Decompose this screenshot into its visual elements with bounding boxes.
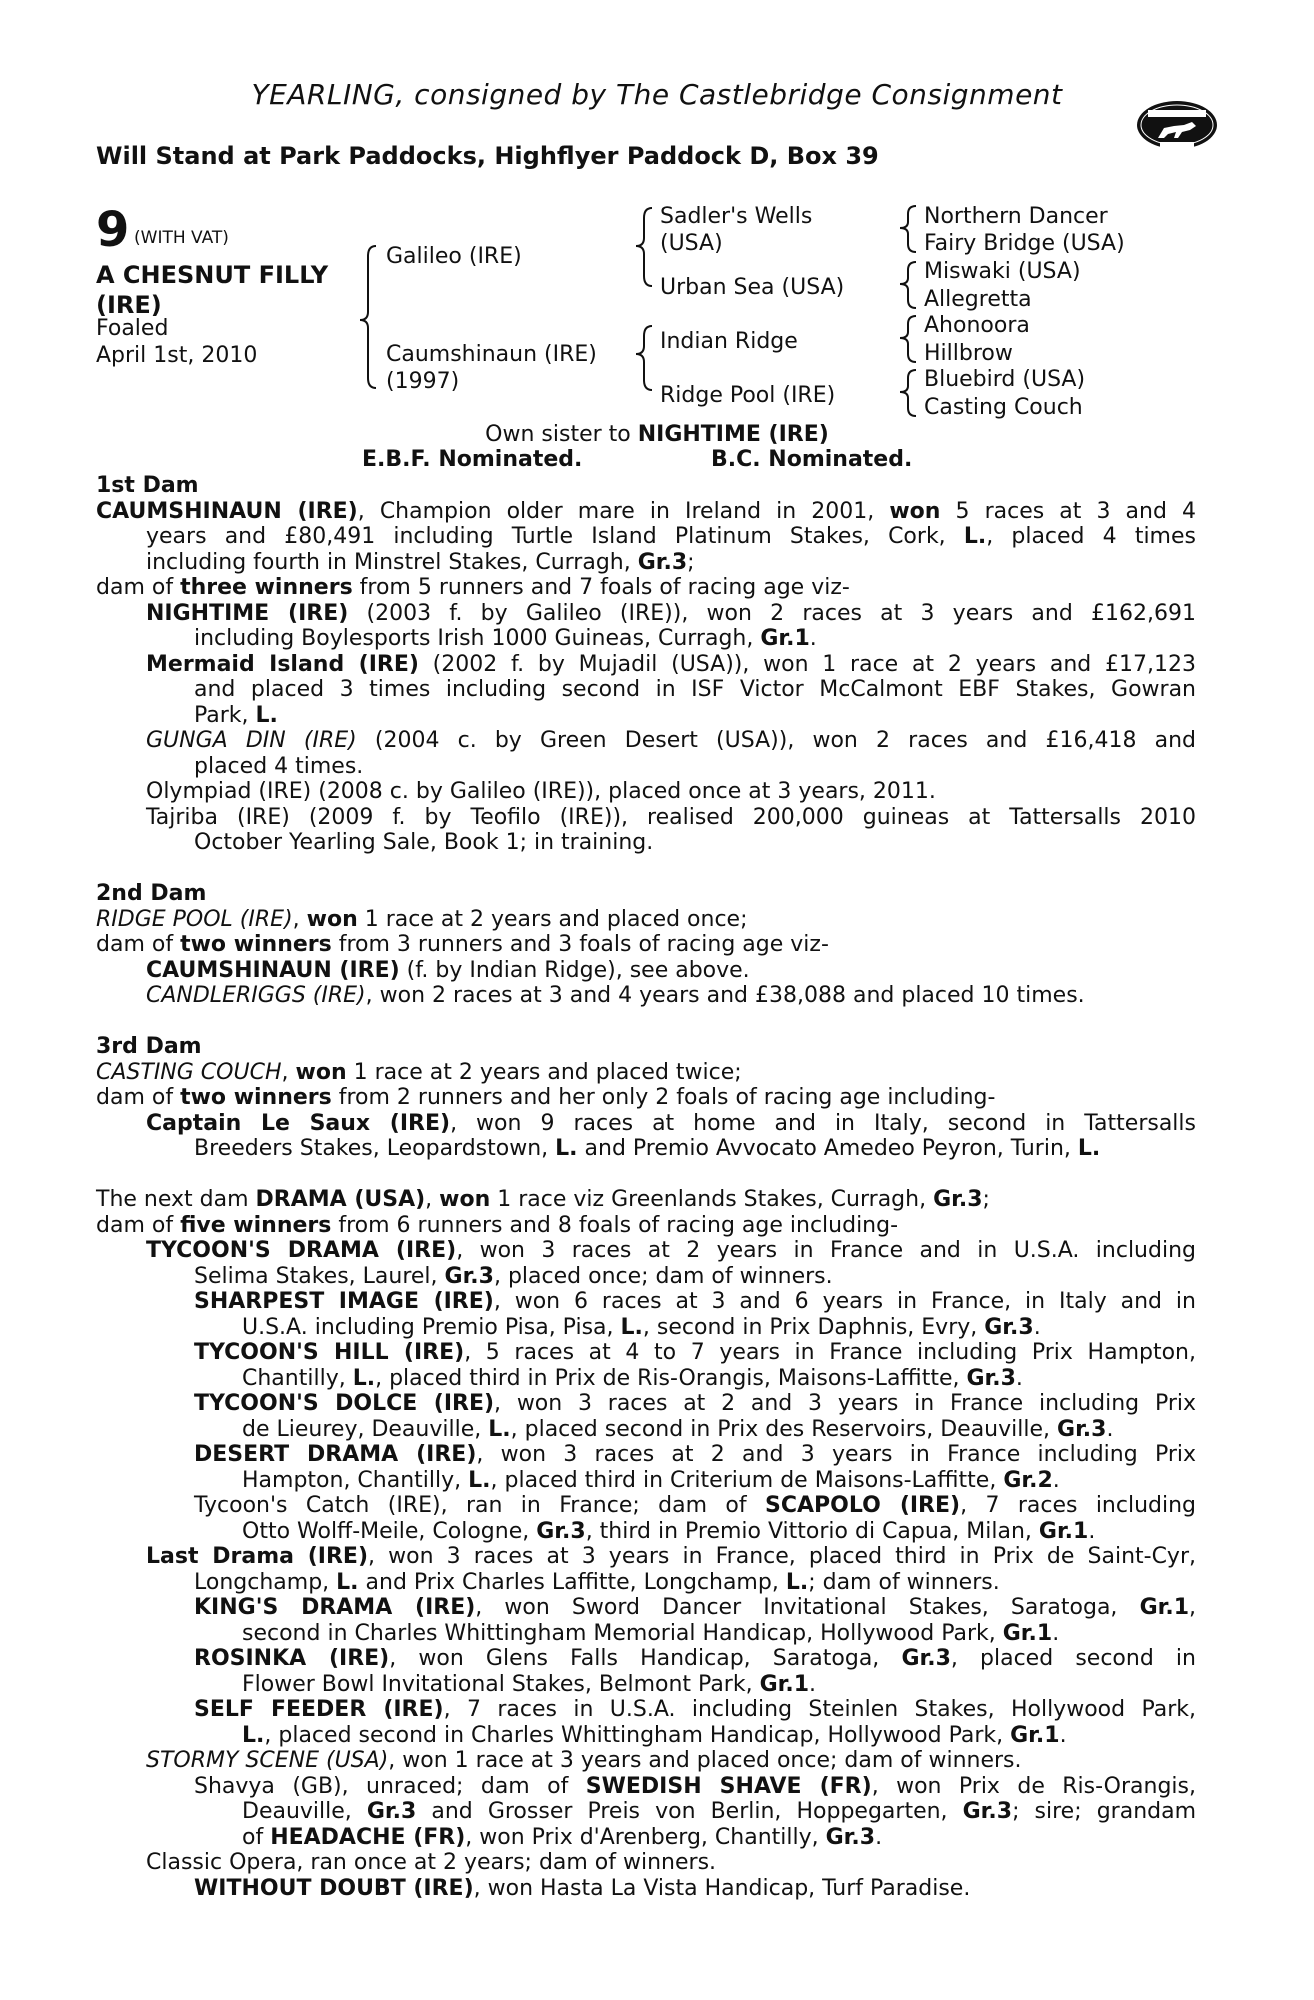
dam-entry: CASTING COUCH, won 1 race at 2 years and placed twice;	[96, 1059, 742, 1085]
produce-entry: STORMY SCENE (USA), won 1 race at 3 years and placed once; dam of winners.	[146, 1748, 1022, 1773]
ped-dds: Bluebird (USA)	[924, 367, 1086, 392]
section-heading: 2nd Dam	[96, 881, 207, 906]
dams-sire: Indian Ridge	[660, 329, 798, 354]
produce-entry: NIGHTIME (IRE) (2003 f. by Galileo (IRE)), won 2 races at 3 years and £162,691	[146, 600, 1197, 626]
ped-sss: Northern Dancer	[924, 204, 1108, 229]
lot-title-line2: (IRE)	[96, 291, 162, 319]
produce-entry: Tycoon's Catch (IRE), ran in France; dam of SCAPOLO (IRE), 7 races including	[194, 1493, 1197, 1518]
sires-sire-line2: (USA)	[660, 231, 723, 256]
dam-name	[386, 341, 597, 395]
lot-number: 9	[96, 202, 130, 258]
produce-entry-cont: Park, L.	[194, 702, 278, 728]
own-sister-name: NIGHTIME (IRE)	[637, 422, 829, 447]
sires-sire-line1: Sadler's Wells	[660, 204, 813, 229]
dams-dam: Ridge Pool (IRE)	[660, 383, 836, 408]
produce-entry-cont: Chantilly, L., placed third in Prix de Ris-Orangis, Maisons-Laffitte, Gr.3.	[242, 1365, 1023, 1391]
produce-entry-cont: of HEADACHE (FR), won Prix d'Arenberg, Chantilly, Gr.3.	[242, 1824, 883, 1850]
produce-entry: Olympiad (IRE) (2008 c. by Galileo (IRE)), placed once at 3 years, 2011.	[146, 779, 936, 804]
produce-entry-cont: Deauville, Gr.3 and Grosser Preis von Berlin, Hoppegarten, Gr.3; sire; grandam	[242, 1799, 1197, 1824]
ped-sds: Miswaki (USA)	[924, 259, 1081, 284]
dam-foaled-year: (1997)	[386, 369, 460, 394]
produce-entry-cont: placed 4 times.	[194, 753, 364, 779]
produce-entry-cont: Selima Stakes, Laurel, Gr.3, placed once; dam of winners.	[194, 1263, 833, 1289]
own-sister-note	[0, 422, 1314, 447]
section-heading: 1st Dam	[96, 473, 199, 498]
produce-entry: WITHOUT DOUBT (IRE), won Hasta La Vista Handicap, Turf Paradise.	[194, 1875, 971, 1901]
produce-entry: CANDLERIGGS (IRE), won 2 races at 3 and 4 years and £38,088 and placed 10 times.	[146, 983, 1085, 1008]
produce-entry: TYCOON'S HILL (IRE), 5 races at 4 to 7 years in France including Prix Hampton,	[194, 1340, 1196, 1365]
produce-entry: Classic Opera, ran once at 2 years; dam of winners.	[146, 1850, 717, 1875]
produce-entry: Captain Le Saux (IRE), won 9 races at home and in Italy, second in Tattersalls	[146, 1110, 1196, 1136]
dam-entry: The next dam DRAMA (USA), won 1 race viz Greenlands Stakes, Curragh, Gr.3;	[96, 1187, 990, 1212]
ped-ddd: Casting Couch	[924, 395, 1083, 420]
produce-entry: Mermaid Island (IRE) (2002 f. by Mujadil (USA)), won 1 race at 2 years and £17,123	[146, 651, 1196, 677]
produce-entry-cont: Otto Wolff-Meile, Cologne, Gr.3, third in Premio Vittorio di Capua, Milan, Gr.1.	[242, 1518, 1096, 1544]
section-heading: 3rd Dam	[96, 1034, 202, 1059]
produce-entry: DESERT DRAMA (IRE), won 3 races at 2 and 3 years in France including Prix	[194, 1442, 1196, 1467]
bc-nominated: B.C. Nominated.	[711, 447, 913, 472]
produce-entry-cont: Longchamp, L. and Prix Charles Laffitte, Longchamp, L.; dam of winners.	[194, 1569, 1000, 1595]
produce-entry: Shavya (GB), unraced; dam of SWEDISH SHAVE (FR), won Prix de Ris-Orangis,	[194, 1773, 1196, 1799]
sire-name: Galileo (IRE)	[386, 244, 522, 269]
produce-entry: Tajriba (IRE) (2009 f. by Teofilo (IRE)), realised 200,000 guineas at Tattersalls 2010	[146, 804, 1196, 830]
ebf-nominated: E.B.F. Nominated.	[362, 447, 583, 472]
produce-entry: TYCOON'S DRAMA (IRE), won 3 races at 2 years in France and in U.S.A. including	[146, 1238, 1196, 1263]
produce-summary: dam of three winners from 5 runners and 7 foals of racing age viz-	[96, 575, 850, 600]
produce-entry-cont: and placed 3 times including second in ISF Victor McCalmont EBF Stakes, Gowran	[194, 677, 1196, 702]
produce-entry-cont: October Yearling Sale, Book 1; in training.	[194, 830, 654, 855]
pedigree-braces	[0, 0, 1314, 440]
produce-entry: KING'S DRAMA (IRE), won Sword Dancer Invitational Stakes, Saratoga, Gr.1,	[194, 1595, 1196, 1620]
own-sister-prefix: Own sister to	[485, 422, 638, 447]
produce-entry: Last Drama (IRE), won 3 races at 3 years in France, placed third in Prix de Saint-Cyr,	[146, 1544, 1196, 1569]
produce-entry-cont: Flower Bowl Invitational Stakes, Belmont Park, Gr.1.	[242, 1671, 817, 1697]
dam-entry-cont: years and £80,491 including Turtle Island Platinum Stakes, Cork, L., placed 4 times	[146, 524, 1196, 549]
produce-entry-cont: second in Charles Whittingham Memorial Handicap, Hollywood Park, Gr.1.	[242, 1620, 1060, 1646]
produce-entry-cont: including Boylesports Irish 1000 Guineas, Curragh, Gr.1.	[194, 626, 817, 651]
produce-summary: dam of two winners from 2 runners and her only 2 foals of racing age including-	[96, 1085, 996, 1110]
produce-entry-cont: L., placed second in Charles Whittingham Handicap, Hollywood Park, Gr.1.	[242, 1722, 1067, 1748]
sires-dam: Urban Sea (USA)	[660, 275, 845, 300]
dam-name-line1: Caumshinaun (IRE)	[386, 342, 597, 367]
produce-entry-cont: Breeders Stakes, Leopardstown, L. and Premio Avvocato Amedeo Peyron, Turin, L.	[194, 1136, 1101, 1161]
dam-entry-cont: including fourth in Minstrel Stakes, Curragh, Gr.3;	[146, 549, 695, 575]
ped-dss: Ahonoora	[924, 313, 1030, 338]
produce-entry-cont: U.S.A. including Premio Pisa, Pisa, L., second in Prix Daphnis, Evry, Gr.3.	[242, 1314, 1041, 1340]
produce-entry-cont: de Lieurey, Deauville, L., placed second in Prix des Reservoirs, Deauville, Gr.3.	[242, 1416, 1114, 1442]
produce-entry: SELF FEEDER (IRE), 7 races in U.S.A. including Steinlen Stakes, Hollywood Park,	[194, 1697, 1196, 1722]
produce-entry: ROSINKA (IRE), won Glens Falls Handicap, Saratoga, Gr.3, placed second in	[194, 1646, 1196, 1671]
lot-title-line1: A CHESNUT FILLY	[96, 261, 329, 289]
dam-entry: CAUMSHINAUN (IRE), Champion older mare in Ireland in 2001, won 5 races at 3 and 4	[96, 498, 1197, 524]
foaled-label: Foaled	[96, 316, 169, 341]
stand-location: Will Stand at Park Paddocks, Highflyer Paddock D, Box 39	[96, 142, 879, 170]
ped-dsd: Hillbrow	[924, 341, 1013, 366]
sires-sire	[660, 203, 812, 257]
ped-sdd: Allegretta	[924, 287, 1032, 312]
produce-summary: dam of two winners from 3 runners and 3 foals of racing age viz-	[96, 932, 829, 957]
dam-entry: RIDGE POOL (IRE), won 1 race at 2 years and placed once;	[96, 906, 748, 932]
vat-note: (WITH VAT)	[134, 228, 229, 248]
produce-entry-cont: Hampton, Chantilly, L., placed third in Criterium de Maisons-Laffitte, Gr.2.	[242, 1467, 1060, 1493]
produce-summary: dam of five winners from 6 runners and 8 foals of racing age including-	[96, 1212, 899, 1238]
produce-entry: CAUMSHINAUN (IRE) (f. by Indian Ridge), see above.	[146, 957, 750, 983]
catalogue-body	[96, 473, 1196, 1901]
page-header-title: YEARLING, consigned by The Castlebridge Consignment	[251, 78, 1063, 111]
produce-entry: SHARPEST IMAGE (IRE), won 6 races at 3 and 6 years in France, in Italy and in	[194, 1289, 1196, 1314]
produce-entry: GUNGA DIN (IRE) (2004 c. by Green Desert (USA)), won 2 races and £16,418 and	[146, 728, 1196, 753]
produce-entry: TYCOON'S DOLCE (IRE), won 3 races at 2 and 3 years in France including Prix	[194, 1391, 1196, 1416]
foaled-date: April 1st, 2010	[96, 343, 258, 368]
ped-ssd: Fairy Bridge (USA)	[924, 231, 1125, 256]
